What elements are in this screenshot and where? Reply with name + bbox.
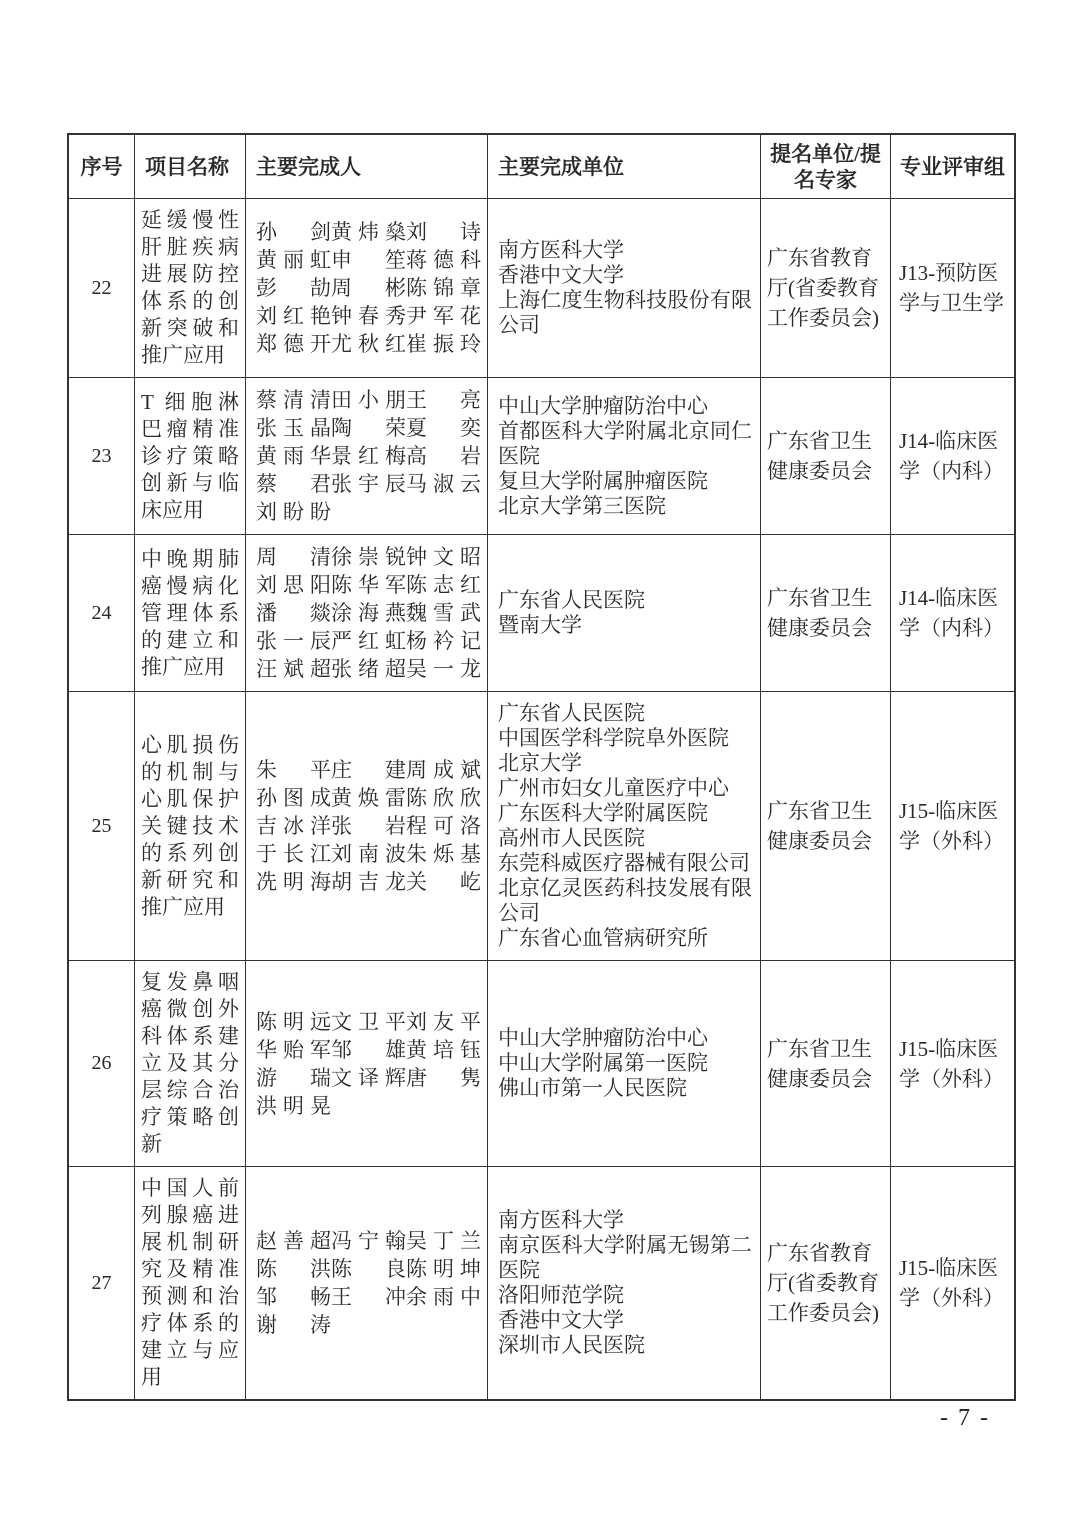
organization-name: 首都医科大学附属北京同仁医院 — [498, 418, 752, 468]
main-organizations — [487, 1167, 760, 1399]
main-completers-cell — [245, 961, 487, 1166]
person-name: 吴一龙 — [405, 657, 481, 681]
row-number: 24 — [91, 601, 112, 624]
main-organizations — [487, 535, 760, 691]
nominating-unit: 广东省卫生健康委员会 — [767, 586, 872, 640]
project-title-cell — [134, 1167, 245, 1399]
person-name: 冼明海 — [256, 870, 331, 894]
person-name: 关 屹 — [405, 870, 481, 894]
person-name: 吴丁兰 — [405, 1229, 481, 1253]
organization-name: 东莞科威医疗器械有限公司 — [498, 851, 750, 875]
nominating-unit-cell — [760, 199, 890, 377]
person-name: 张一辰 — [256, 629, 331, 653]
person-name: 张绪超 — [330, 657, 406, 681]
person-name: 汪斌超 — [256, 657, 331, 681]
person-name: 马淑云 — [405, 472, 481, 496]
person-name: 陈明坤 — [405, 1257, 481, 1281]
person-name: 蔡清清 — [256, 388, 331, 412]
header-main-completers: 主要完成人 — [245, 135, 487, 198]
person-name: 尹军花 — [405, 304, 481, 328]
person-name: 崔振玲 — [405, 332, 481, 356]
person-name: 陈欣欣 — [405, 786, 481, 810]
organization-name: 佛山市第一人民医院 — [498, 1076, 687, 1100]
person-name: 游 瑞 — [256, 1065, 331, 1090]
projects-table — [67, 133, 1016, 1401]
organization-name: 北京大学第三医院 — [498, 493, 666, 518]
person-name: 申 笙 — [330, 248, 406, 272]
table-header-row — [69, 135, 1014, 198]
person-name: 邹 畅 — [256, 1285, 331, 1309]
organization-name: 南方医科大学 — [498, 238, 624, 262]
nominating-unit-cell — [760, 535, 890, 691]
organization-name: 中山大学附属第一医院 — [498, 1051, 708, 1075]
person-name: 黄焕雷 — [330, 786, 406, 810]
review-group: J15-临床医学（外科） — [899, 1256, 1004, 1310]
person-name: 孙图成 — [256, 786, 331, 810]
person-name: 黄雨华 — [256, 444, 331, 468]
organization-name: 高州市人民医院 — [498, 826, 645, 850]
nominating-unit-cell — [760, 378, 890, 534]
page-number: - 7 - — [940, 1405, 990, 1431]
main-completers — [256, 1008, 481, 1120]
review-group-cell — [890, 535, 1014, 691]
organization-name: 广东省人民医院 — [498, 701, 645, 725]
person-name: 张宇辰 — [330, 472, 406, 496]
person-name: 陈华军 — [330, 573, 406, 597]
organization-name: 广州市妇女儿童医疗中心 — [498, 776, 729, 800]
person-name: 张玉晶 — [256, 416, 331, 440]
person-name: 魏雪武 — [405, 601, 481, 625]
organization-name: 南方医科大学 — [498, 1208, 624, 1232]
organization-name: 北京亿灵医药科技发展有限公司 — [498, 876, 752, 925]
person-name: 周 清 — [256, 545, 331, 569]
person-name: 王 亮 — [405, 388, 481, 412]
person-name: 田小朋 — [330, 388, 406, 412]
main-completers-cell — [245, 1167, 487, 1399]
person-name: 严红虹 — [330, 629, 406, 653]
nominating-unit: 广东省卫生健康委员会 — [767, 429, 872, 483]
main-completers-cell — [245, 692, 487, 960]
person-name: 蒋德科 — [405, 248, 481, 272]
nominating-unit-cell — [760, 961, 890, 1166]
organization-name: 香港中文大学 — [498, 1308, 624, 1332]
person-name: 陈志红 — [405, 573, 481, 597]
person-name: 涂海燕 — [330, 601, 406, 625]
project-title: 中国人前列腺癌进展机制研究及精准预测和治疗体系的建立与应用 — [141, 1176, 239, 1389]
main-completers — [256, 756, 481, 896]
main-completers — [256, 386, 481, 526]
project-title-cell — [134, 692, 245, 960]
main-organizations — [487, 199, 760, 377]
table-row — [69, 691, 1014, 960]
person-name: 潘 燚 — [256, 601, 331, 625]
person-name: 朱烁基 — [405, 842, 481, 866]
person-name: 周成斌 — [405, 758, 481, 782]
header-main-organizations: 主要完成单位 — [487, 135, 760, 198]
header-no: 序号 — [80, 154, 123, 179]
nominating-unit: 广东省教育厅(省委教育工作委员会) — [767, 1241, 879, 1325]
person-name: 华贻军 — [256, 1037, 331, 1062]
person-name: 彭 劼 — [256, 276, 331, 300]
person-name: 文卫平 — [330, 1009, 406, 1034]
person-name: 陈锦章 — [405, 276, 481, 300]
organization-name: 洛阳师范学院 — [498, 1283, 624, 1307]
table-row — [69, 534, 1014, 691]
organization-name: 深圳市人民医院 — [498, 1333, 645, 1357]
person-name: 陈 洪 — [256, 1257, 331, 1281]
row-number: 25 — [91, 814, 112, 837]
person-name: 孙 剑 — [256, 220, 331, 244]
review-group: J15-临床医学（外科） — [899, 1036, 1004, 1091]
organization-name: 广东省心血管病研究所 — [498, 926, 708, 950]
review-group-cell — [890, 199, 1014, 377]
organization-name: 暨南大学 — [498, 613, 582, 637]
project-title: 心肌损伤的机制与心肌保护关键技术的系列创新研究和推广应用 — [141, 732, 239, 919]
review-group-cell — [890, 1167, 1014, 1399]
main-completers — [256, 1227, 481, 1339]
person-name: 夏 奕 — [405, 416, 481, 440]
header-project-title: 项目名称 — [134, 135, 245, 198]
person-name: 钟文昭 — [405, 545, 481, 569]
project-title: T 细胞淋巴瘤精准诊疗策略创新与临床应用 — [141, 389, 239, 522]
person-name: 文译辉 — [330, 1065, 406, 1090]
person-name: 高 岩 — [405, 444, 481, 468]
main-organizations — [487, 692, 760, 960]
main-organizations — [487, 961, 760, 1166]
person-name: 程可洛 — [405, 814, 481, 838]
organization-name: 复旦大学附属肿瘤医院 — [498, 468, 708, 493]
person-name: 洪明晃 — [256, 1093, 331, 1118]
person-name: 刘思阳 — [256, 573, 331, 597]
person-name: 黄炜燊 — [330, 220, 406, 244]
person-name: 于长江 — [256, 842, 331, 866]
person-name: 冯宁翰 — [330, 1229, 406, 1253]
person-name: 陈明远 — [256, 1009, 331, 1034]
person-name: 朱 平 — [256, 758, 331, 782]
main-completers-cell — [245, 535, 487, 691]
review-group-cell — [890, 961, 1014, 1166]
project-title: 延缓慢性肝脏疾病进展防控体系的创新突破和推广应用 — [141, 208, 239, 367]
person-name: 刘友平 — [405, 1009, 481, 1034]
row-number: 22 — [91, 276, 112, 299]
row-number: 26 — [91, 1052, 112, 1074]
person-name: 徐崇锐 — [330, 545, 406, 569]
nominating-unit: 广东省卫生健康委员会 — [767, 799, 872, 853]
person-name: 邹 雄 — [330, 1037, 406, 1062]
review-group-cell — [890, 692, 1014, 960]
person-name: 陶 荣 — [330, 416, 406, 440]
person-name: 蔡 君 — [256, 472, 331, 496]
main-organizations — [487, 378, 760, 534]
main-completers — [256, 218, 481, 358]
nominating-unit-cell — [760, 692, 890, 960]
person-name: 吉冰洋 — [256, 814, 331, 838]
table-row — [69, 1166, 1014, 1399]
nominating-unit-cell — [760, 1167, 890, 1399]
organization-name: 中山大学肿瘤防治中心 — [498, 393, 708, 418]
main-completers — [256, 543, 481, 683]
row-number: 23 — [91, 444, 112, 467]
project-title-cell — [134, 535, 245, 691]
main-completers-cell — [245, 378, 487, 534]
nominating-unit: 广东省教育厅(省委教育工作委员会) — [767, 246, 879, 330]
header-nominating-unit: 提名单位/提名专家 — [760, 135, 890, 198]
person-name: 刘 诗 — [405, 220, 481, 244]
review-group: J13-预防医学与卫生学 — [899, 261, 1004, 315]
person-name: 谢 涛 — [256, 1313, 331, 1337]
review-group: J15-临床医学（外科） — [899, 799, 1004, 853]
row-number: 27 — [91, 1271, 112, 1294]
organization-name: 广东医科大学附属医院 — [498, 801, 708, 825]
table-row — [69, 377, 1014, 534]
organization-name: 广东省人民医院 — [498, 588, 645, 612]
project-title-cell — [134, 961, 245, 1166]
project-title: 复发鼻咽癌微创外科体系建立及其分层综合治疗策略创新 — [141, 970, 239, 1156]
review-group: J14-临床医学（内科） — [899, 429, 1004, 483]
person-name: 景红梅 — [330, 444, 406, 468]
person-name: 唐 隽 — [405, 1065, 481, 1090]
organization-name: 中山大学肿瘤防治中心 — [498, 1026, 708, 1050]
person-name: 刘南波 — [330, 842, 406, 866]
person-name: 余雨中 — [405, 1285, 481, 1309]
header-review-group: 专业评审组 — [890, 135, 1014, 198]
person-name: 尤秋红 — [330, 332, 406, 356]
person-name: 陈 良 — [330, 1257, 406, 1281]
organization-name: 北京大学 — [498, 751, 582, 775]
organization-name: 中国医学科学院阜外医院 — [498, 726, 729, 750]
person-name: 王 冲 — [330, 1285, 406, 1309]
organization-name: 香港中文大学 — [498, 263, 624, 287]
table-row — [69, 960, 1014, 1166]
nominating-unit: 广东省卫生健康委员会 — [767, 1036, 872, 1091]
project-title-cell — [134, 199, 245, 377]
table-row — [69, 198, 1014, 377]
person-name: 刘红艳 — [256, 304, 331, 328]
table-body — [69, 198, 1014, 1399]
person-name: 黄培钰 — [405, 1037, 481, 1062]
person-name: 钟春秀 — [330, 304, 406, 328]
person-name: 张 岩 — [330, 814, 406, 838]
person-name: 郑德开 — [256, 332, 331, 356]
organization-name: 上海仁度生物科技股份有限公司 — [498, 288, 752, 337]
person-name: 周 彬 — [330, 276, 406, 300]
review-group-cell — [890, 378, 1014, 534]
review-group: J14-临床医学（内科） — [899, 586, 1004, 640]
project-title-cell — [134, 378, 245, 534]
person-name: 胡吉龙 — [330, 870, 406, 894]
project-title: 中晚期肺癌慢病化管理体系的建立和推广应用 — [141, 546, 239, 679]
person-name: 杨衿记 — [405, 629, 481, 653]
person-name: 赵善超 — [256, 1229, 331, 1253]
organization-name: 南京医科大学附属无锡第二医院 — [498, 1233, 752, 1282]
person-name: 刘盼盼 — [256, 500, 331, 524]
person-name: 庄 建 — [330, 758, 406, 782]
main-completers-cell — [245, 199, 487, 377]
person-name: 黄丽虹 — [256, 248, 331, 272]
